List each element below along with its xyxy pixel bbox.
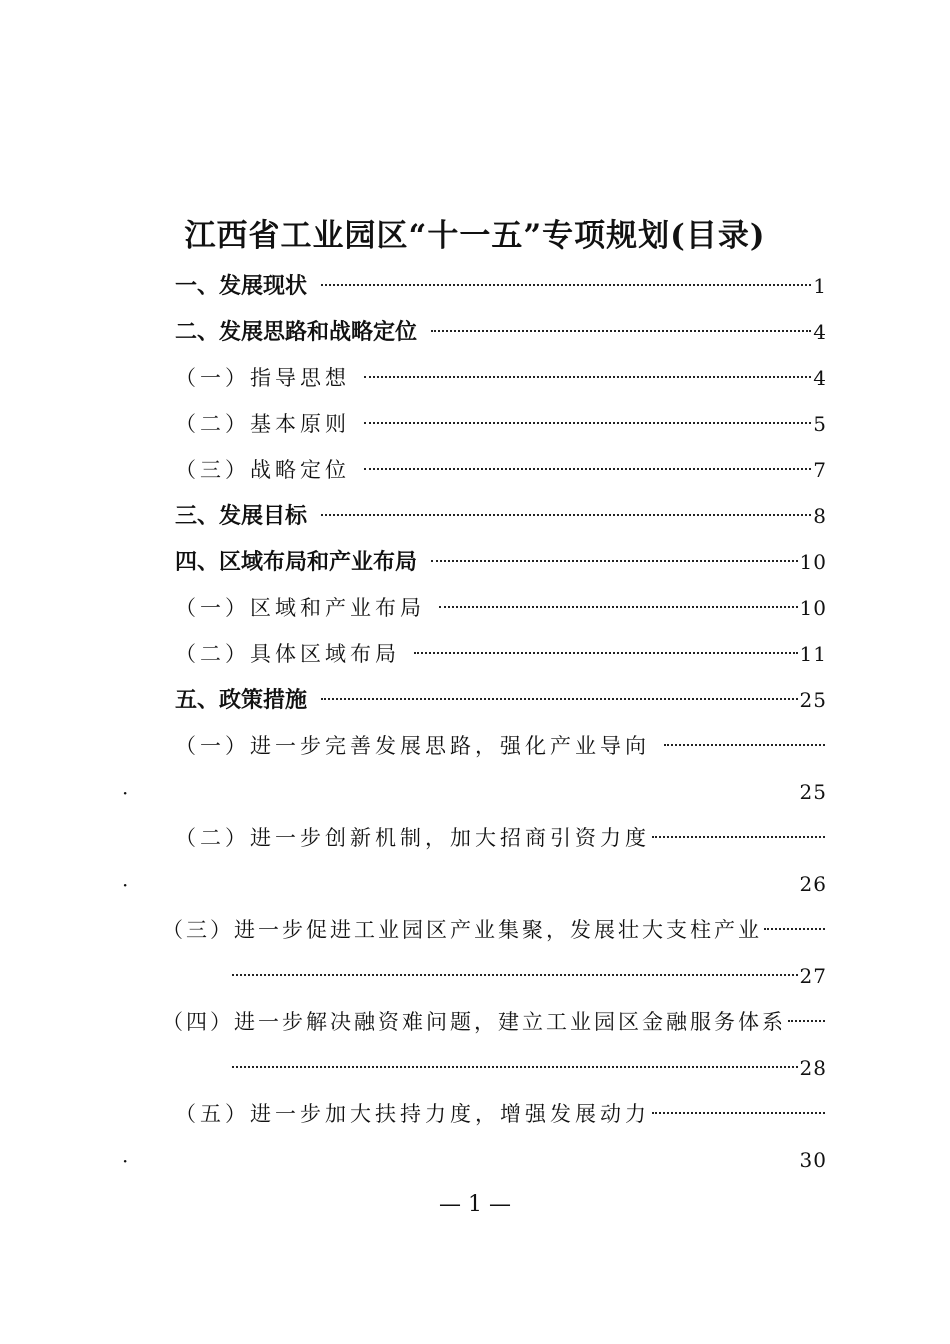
toc-entry-text: （三）战略定位 <box>175 458 350 482</box>
toc-entry[interactable] <box>175 545 827 579</box>
toc-entry-page: 25 <box>799 780 827 804</box>
toc-entry-text: （三）进一步促进工业园区产业集聚，发展壮大支柱产业 <box>162 918 762 942</box>
dot-leader <box>321 698 798 700</box>
toc-entry-page: 8 <box>813 504 827 528</box>
dot-leader <box>431 330 811 332</box>
dot-leader <box>364 468 811 470</box>
page-footer: — 1 — <box>439 1192 511 1217</box>
toc-entry-text: （一）区域和产业布局 <box>175 596 425 620</box>
dot-leader <box>652 836 825 838</box>
toc-entry-text: （五）进一步加大扶持力度，增强发展动力 <box>175 1102 650 1126</box>
toc-entry[interactable] <box>175 1097 827 1131</box>
dot-leader <box>321 514 811 516</box>
dot-leader <box>764 928 825 930</box>
toc-entry-page: 4 <box>813 320 827 344</box>
toc-entry-text: （四）进一步解决融资难问题，建立工业园区金融服务体系 <box>162 1010 786 1034</box>
toc-entry[interactable] <box>175 315 827 349</box>
toc-entry-page-line <box>175 1143 827 1177</box>
dot-leader <box>652 1112 825 1114</box>
toc-entry[interactable] <box>175 269 827 303</box>
toc-entry-page: 5 <box>813 412 827 436</box>
toc-entry-page-line <box>232 1051 827 1085</box>
toc-entry-page: 7 <box>813 458 827 482</box>
toc-entry-text: 三、发展目标 <box>175 504 308 529</box>
toc-entry-text: （一）进一步完善发展思路，强化产业导向 <box>175 734 650 758</box>
dot-leader <box>414 652 798 654</box>
toc-entry[interactable] <box>162 1005 827 1039</box>
toc-entry-text: 一、发展现状 <box>175 274 308 299</box>
dot-leader <box>439 606 798 608</box>
dot-leader <box>364 376 811 378</box>
toc-entry-page-line <box>175 867 827 901</box>
toc-entry[interactable] <box>175 453 827 487</box>
toc-entry[interactable] <box>175 591 827 625</box>
dot-leader <box>321 284 811 286</box>
dot-leader <box>431 560 798 562</box>
document-title: 江西省工业园区“十一五”专项规划(目录) <box>184 218 766 254</box>
toc-entry-text: （一）指导思想 <box>175 366 350 390</box>
toc-entry-page: 28 <box>799 1056 827 1080</box>
toc-entry[interactable] <box>175 361 827 395</box>
toc-entry[interactable] <box>175 821 827 855</box>
toc-entry-page: 4 <box>813 366 827 390</box>
toc-entry[interactable] <box>175 407 827 441</box>
toc-entry-page: 25 <box>799 688 827 712</box>
toc-entry-page: 10 <box>799 596 827 620</box>
stray-dot: · <box>122 781 129 805</box>
toc-entry-page: 26 <box>799 872 827 896</box>
toc-entry[interactable] <box>175 637 827 671</box>
dot-leader <box>232 974 798 976</box>
toc-entry[interactable] <box>175 683 827 717</box>
stray-dot: · <box>122 1149 129 1173</box>
toc-entry-page: 30 <box>799 1148 827 1172</box>
toc-entry-page-line <box>232 959 827 993</box>
toc-entry-page: 11 <box>799 642 827 666</box>
toc-entry-text: （二）具体区域布局 <box>175 642 400 666</box>
toc-entry-text: 五、政策措施 <box>175 688 308 713</box>
toc-entry[interactable] <box>175 729 827 763</box>
toc-entry-page: 27 <box>799 964 827 988</box>
toc-entry-text: （二）基本原则 <box>175 412 350 436</box>
toc-entry-page: 10 <box>799 550 827 574</box>
toc-entry[interactable] <box>175 499 827 533</box>
toc-entry-text: （二）进一步创新机制，加大招商引资力度 <box>175 826 650 850</box>
dot-leader <box>364 422 811 424</box>
toc-entry-text: 四、区域布局和产业布局 <box>175 550 418 575</box>
stray-dot: · <box>122 873 129 897</box>
dot-leader <box>664 744 825 746</box>
dot-leader <box>788 1020 825 1022</box>
toc-entry-page: 1 <box>813 274 827 298</box>
toc-entry-text: 二、发展思路和战略定位 <box>175 320 418 345</box>
dot-leader <box>232 1066 798 1068</box>
toc-entry-page-line <box>175 775 827 809</box>
toc-entry[interactable] <box>162 913 827 947</box>
